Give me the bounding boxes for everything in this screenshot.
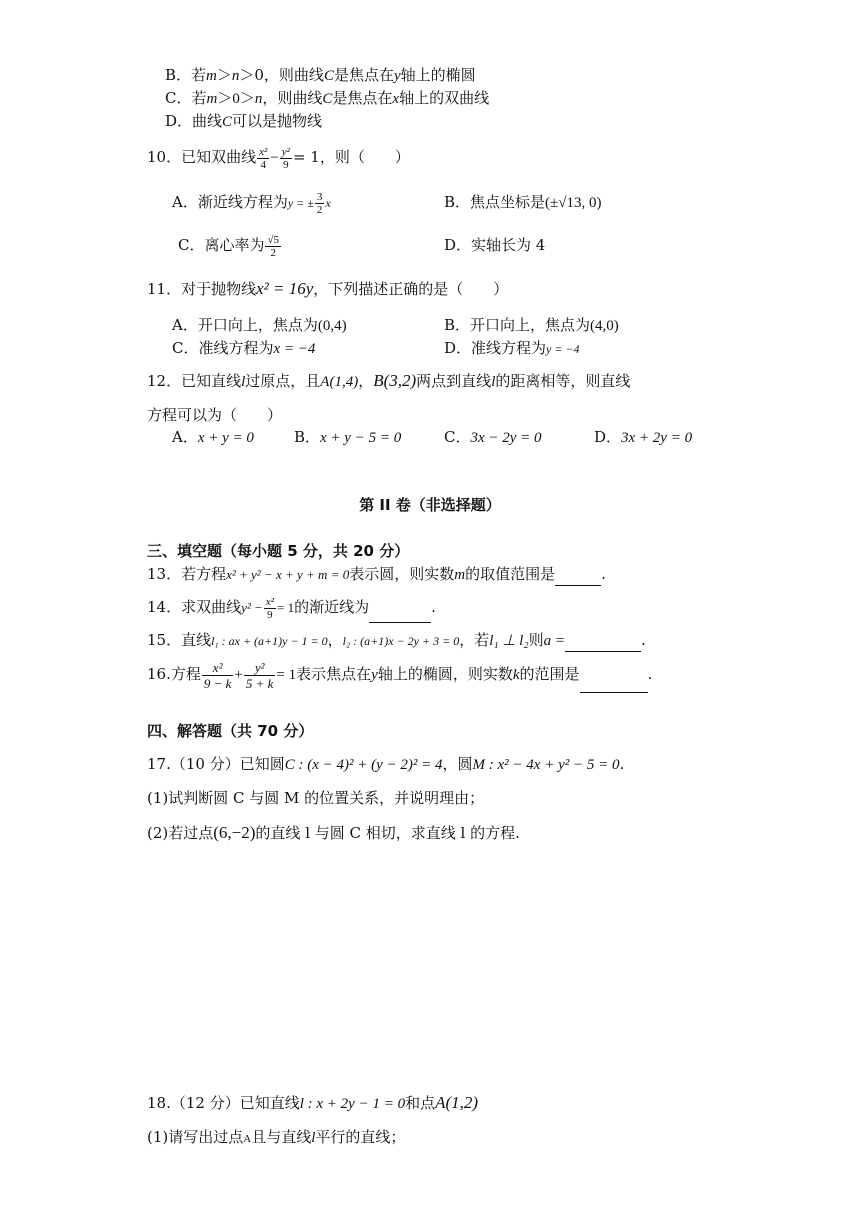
fraction: $\frac{\text{y²}}{5 + k}$ bbox=[245, 659, 274, 691]
answer-blank[interactable] bbox=[369, 606, 431, 623]
q11-option-d: D．准线方程为y = −4 bbox=[444, 339, 580, 357]
fraction: $\frac{\text{x²}}{9}$ bbox=[265, 595, 274, 621]
q9-option-d: D．曲线C可以是抛物线 bbox=[165, 112, 323, 130]
q9-option-b: B．若m＞n＞0，则曲线C是焦点在y轴上的椭圆 bbox=[165, 66, 476, 84]
fraction: $\frac{3}{2}$ bbox=[316, 190, 323, 216]
q12-stem-line2: 方程可以为（ ） bbox=[147, 406, 283, 424]
q17-part-1: (1)试判断圆 C 与圆 M 的位置关系，并说明理由； bbox=[147, 789, 485, 807]
fraction: $\frac{\text{x²}}{4}$ bbox=[259, 145, 268, 171]
q10-option-d: D．实轴长为 4 bbox=[444, 236, 546, 254]
q12-option-a: A．x + y = 0 bbox=[172, 428, 254, 446]
q10-option-b: B．焦点坐标是(±√13, 0) bbox=[444, 193, 602, 211]
q10-option-a: A．渐近线方程为y = ± $\frac{3}{2}$ x bbox=[172, 190, 331, 216]
q12-stem-line1: 12．已知直线l过原点，且A(1,4)，B(3,2)两点到直线l的距离相等，则直线 bbox=[147, 371, 631, 390]
answer-blank[interactable] bbox=[565, 635, 641, 652]
q17-stem: 17.（10 分）已知圆C : (x − 4)² + (y − 2)² = 4，圆M : x² − 4x + y² − 5 = 0. bbox=[147, 755, 625, 773]
answer-blank[interactable] bbox=[580, 676, 648, 693]
q12-option-c: C．3x − 2y = 0 bbox=[444, 428, 542, 446]
answer-blank[interactable] bbox=[555, 569, 601, 586]
q11-option-a: A．开口向上，焦点为(0,4) bbox=[172, 316, 347, 334]
q12-option-b: B．x + y − 5 = 0 bbox=[294, 428, 402, 446]
fraction: $\frac{√5}{2}$ bbox=[267, 233, 280, 259]
q12-option-d: D．3x + 2y = 0 bbox=[594, 428, 693, 446]
q11-option-c: C．准线方程为x = −4 bbox=[172, 339, 316, 357]
q14: 14．求双曲线y² − $\frac{\text{x²}}{9}$ = 1的渐近线为 . bbox=[147, 592, 436, 623]
fraction: $\frac{\text{x²}}{9 - k}$ bbox=[203, 659, 232, 691]
q10-stem: 10．已知双曲线 $\frac{\text{x²}}{4}$ − $\frac{\text{y²}}{9}$ = 1，则（ ） bbox=[147, 145, 410, 171]
q13: 13．若方程x² + y² − x + y + m = 0表示圆，则实数m的取值范围是 . bbox=[147, 563, 606, 586]
q18-stem: 18.（12 分）已知直线l : x + 2y − 1 = 0和点A(1,2) bbox=[147, 1093, 479, 1112]
q16: 16.方程 $\frac{\text{x²}}{9 - k}$ + $\frac{\text{y²}}{5 + k}$ = 1表示焦点在y轴上的椭圆，则实数k的范围是 . bbox=[147, 656, 652, 693]
section-4-title: 四、解答题（共 70 分） bbox=[147, 722, 314, 740]
section-3-title: 三、填空题（每小题 5 分，共 20 分） bbox=[147, 542, 410, 560]
q9-option-c: C．若m＞0＞n，则曲线C是焦点在x轴上的双曲线 bbox=[165, 89, 490, 107]
q15: 15．直线l₁ : ax + (a+1)y − 1 = 0，l₂ : (a+1)x − 2y + 3 = 0，若l₁ ⊥ l₂则a = . bbox=[147, 629, 646, 652]
q11-stem: 11．对于抛物线x² = 16y，下列描述正确的是（ ） bbox=[147, 279, 509, 298]
q18-part-1: (1)请写出过点A且与直线l平行的直线； bbox=[147, 1128, 406, 1146]
q17-part-2: (2)若过点(6,−2)的直线 l 与圆 C 相切，求直线 l 的方程. bbox=[147, 823, 520, 842]
part-ii-title: 第 II 卷（非选择题） bbox=[359, 496, 501, 514]
q10-option-c: C．离心率为 $\frac{√5}{2}$ bbox=[178, 233, 280, 259]
fraction: $\frac{\text{y²}}{9}$ bbox=[281, 145, 290, 171]
q11-option-b: B．开口向上，焦点为(4,0) bbox=[444, 316, 619, 334]
